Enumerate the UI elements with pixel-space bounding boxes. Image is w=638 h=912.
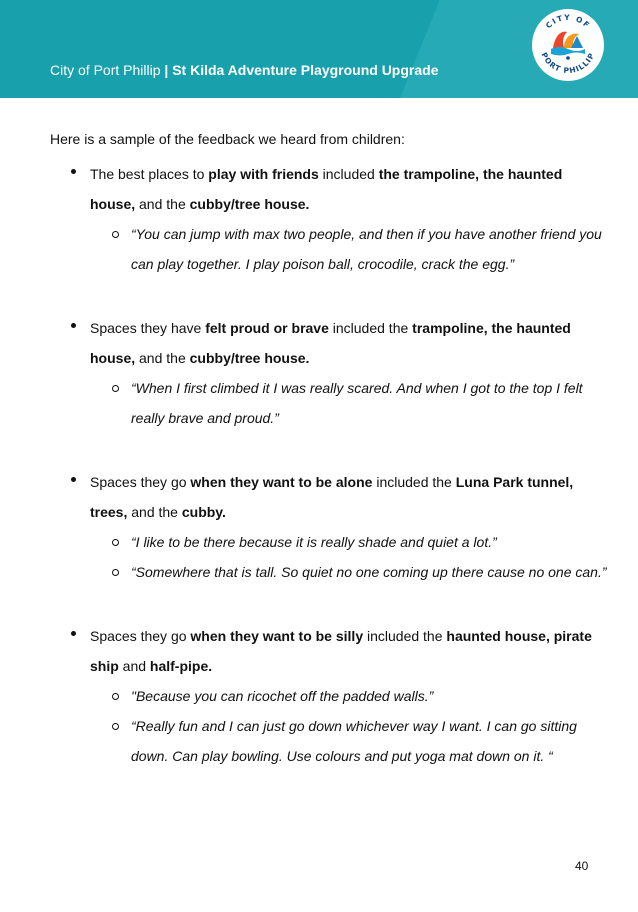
quote-text: “Somewhere that is tall. So quiet no one coming up there cause no one can.” (131, 564, 607, 580)
bold-phrase: when they want to be silly (190, 628, 364, 644)
text-phrase: and the (127, 504, 182, 520)
text-phrase: included (318, 166, 379, 182)
bold-phrase: trampoline, the haunted house, (90, 320, 571, 366)
quote-text: “I like to be there because it is really shade and quiet a lot.” (131, 534, 497, 550)
hollow-bullet-icon (112, 385, 119, 392)
feedback-item (50, 467, 610, 587)
hollow-bullet-icon (112, 569, 119, 576)
bold-phrase: haunted house, pirate ship (90, 628, 592, 674)
logo-text-bottom: PORT PHILLIP (539, 51, 597, 76)
child-quote (90, 219, 610, 279)
logo-text-top: CITY OF (543, 12, 593, 31)
header-title (50, 62, 438, 78)
hollow-bullet-icon (112, 539, 119, 546)
feedback-item-text (90, 467, 610, 527)
bold-phrase: cubby. (181, 504, 226, 520)
bold-phrase: half-pipe. (149, 658, 213, 674)
quote-list (90, 219, 610, 279)
bold-phrase: cubby/tree house. (189, 350, 310, 366)
quote-list (90, 373, 610, 433)
text-phrase: and (118, 658, 150, 674)
hollow-bullet-icon (112, 723, 119, 730)
bullet-icon (71, 631, 76, 636)
feedback-item-text (90, 159, 610, 219)
bold-phrase: cubby/tree house. (189, 196, 310, 212)
hollow-bullet-icon (112, 693, 119, 700)
quote-text: "Because you can ricochet off the padded walls.” (131, 688, 434, 704)
child-quote (90, 557, 610, 587)
quote-list (90, 527, 610, 587)
text-phrase: The best places to (90, 166, 209, 182)
bold-phrase: the trampoline, the haunted house, (90, 166, 563, 212)
text-phrase: and the (135, 196, 190, 212)
text-phrase: included the (372, 474, 456, 490)
page-header (0, 0, 638, 98)
bullet-icon (71, 477, 76, 482)
page-content (50, 129, 610, 805)
child-quote (90, 527, 610, 557)
bullet-icon (71, 323, 76, 328)
feedback-item (50, 313, 610, 433)
bold-phrase: play with friends (208, 166, 319, 182)
text-phrase: included the (363, 628, 447, 644)
header-separator: | (160, 62, 173, 78)
child-quote (90, 711, 610, 771)
feedback-list (50, 159, 610, 771)
text-phrase: and the (135, 350, 190, 366)
child-quote (90, 681, 610, 711)
text-phrase: Spaces they have (90, 320, 206, 336)
text-phrase: Spaces they go (90, 474, 191, 490)
hollow-bullet-icon (112, 231, 119, 238)
bullet-icon (71, 169, 76, 174)
quote-text: “When I first climbed it I was really scared. And when I got to the top I felt really brave and proud.” (131, 380, 583, 426)
quote-text: “You can jump with max two people, and then if you have another friend you can play together. I play poison ball, crocodile, crack the egg.” (131, 226, 602, 272)
bold-phrase: when they want to be alone (190, 474, 373, 490)
header-project: St Kilda Adventure Playground Upgrade (172, 62, 439, 78)
quote-text: “Really fun and I can just go down whichever way I want. I can go sitting down. Can play bowling. Use colours and put yoga mat down on it. “ (131, 718, 577, 764)
feedback-item (50, 621, 610, 771)
feedback-item (50, 159, 610, 279)
header-org: City of Port Phillip (50, 62, 161, 78)
feedback-item-text (90, 621, 610, 681)
text-phrase: included the (328, 320, 413, 336)
city-of-port-phillip-logo (531, 8, 605, 82)
quote-list (90, 681, 610, 771)
bold-phrase: felt proud or brave (205, 320, 329, 336)
page-number: 40 (575, 859, 589, 873)
feedback-item-text (90, 313, 610, 373)
bold-phrase: Luna Park tunnel, trees, (90, 474, 574, 520)
text-phrase: Spaces they go (90, 628, 191, 644)
intro-text: Here is a sample of the feedback we heard from children: (50, 131, 405, 147)
child-quote (90, 373, 610, 433)
